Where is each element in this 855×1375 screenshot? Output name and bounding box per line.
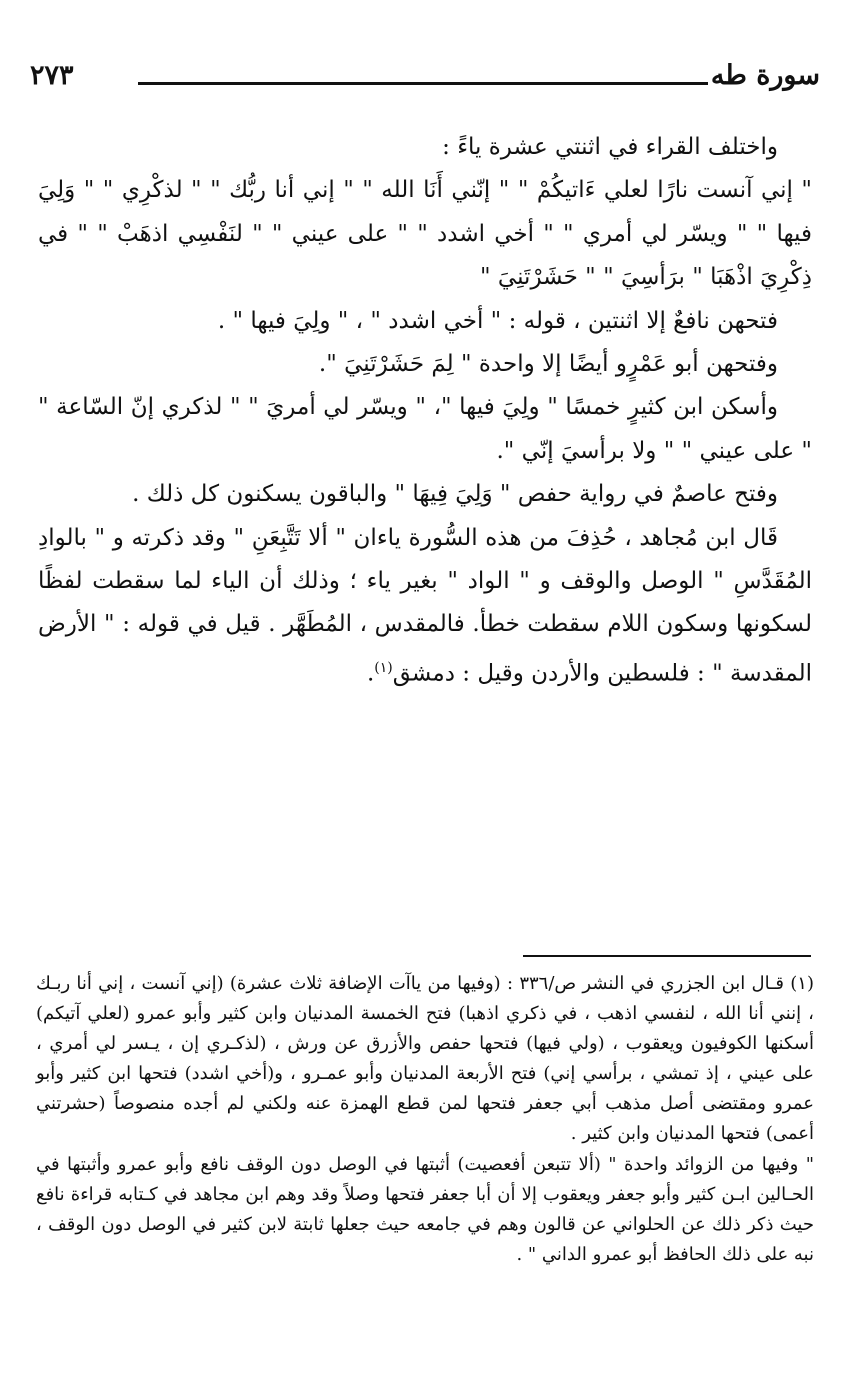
header-rule xyxy=(138,82,708,85)
footnote-1-continued: " وفيها من الزوائد واحدة " (ألا تتبعن أفعصيت) أثبتها في الوصل دون الوقف نافع وأبو عمرو وأثبتها في الحـالين ابـن كثير وأبو جعفر ويعقوب إلا أن أبا جعفر فتحها وصلاً وقد وهم ابن مجاهد في كـتابه قراءة نافع حيث ذكر ذلك عن الحلواني عن قالون وهم في جامعه حيث جعلها ثابتة لابن كثير في الوصل دون الوقف ، نبه على ذلك الحافظ أبو عمرو الداني " . xyxy=(36,1153,815,1265)
paragraph-ibn-mujahid-text: قَال ابن مُجاهد ، حُذِفَ من هذه السُّورة ياءان " ألا تَتَّبِعَنِ " وقد ذكرته و " بالوادِ المُقَدَّسِ " الوصل والوقف و " الواد " بغير ياء ؛ وذلك أن الياء لما سقطت لفظًا لسكونها وسكون اللام سقطت خطأ. فالمقدس ، المُطَهَّر . قيل في قوله : " الأرض المقدسة " : فلسطين والأردن وقيل : دمشق xyxy=(38,524,812,687)
paragraph-ibn-mujahid xyxy=(38,517,812,696)
paragraph-nafi: فتحهن نافعٌ إلا اثنتين ، قوله : " أخي اشدد " ، " ولِيَ فيها " . xyxy=(217,307,778,334)
footnote-divider xyxy=(523,955,811,957)
main-text xyxy=(38,126,812,696)
paragraph-abu-amr: وفتحهن أبو عَمْرٍو أيضًا إلا واحدة " لِمَ حَشَرْتَنِيَ ". xyxy=(318,351,778,378)
footnote-1: (١) قـال ابن الجزري في النشر ص/٣٣٦ : (وفيها من ياآت الإضافة ثلاث عشرة) (إني آنست ، إني أنا ربـك ، إنني أنا الله ، لنفسي اذهب ، في ذكري اذهبا) فتح الخمسة المدنيان وابن كثير وأبو عمرو (لعلي آتيكم) أسكنها الكوفيون ويعقوب ، (ولي فيها) فتحها حفص والأزرق عن ورش ، (لذكـري إن ، يـسر لي أمري ، على عيني ، إذ تمشي ، برأسي إني) فتح الأربعة المدنيان وأبو عمـرو ، و(أخي اشدد) فتحها ابن كثير وأبو عمرو ومقتضى أصل مذهب أبي جعفر فتحها لمن قطع الهمزة عنه ولكني لم أجده منصوصاً (حشرتني أعمى) فتحها المدنيان وابن كثير . xyxy=(36,973,814,1145)
paragraph-intro: واختلف القراء في اثنتي عشرة ياءً : xyxy=(442,134,778,160)
footnotes xyxy=(36,969,814,1270)
surah-title: سورة طه xyxy=(710,60,820,91)
paragraph-quotes: " إني آنست نارًا لعلي ءَاتيكُمْ " " إنّني أَنَا الله " " إني أنا ربُّك " " لذكْرِي " " وَلِيَ فيها " " ويسّر لي أمري " " أخي اشدد " " على عيني " " لنَفْسِي اذهَبْ " " في ذِكْرِيَ اذْهَبَا " برَأسِيَ " " حَشَرْتَنِيَ " xyxy=(38,177,813,291)
page-number: ٢٧٣ xyxy=(30,60,74,91)
paragraph-ibn-kathir: وأسكن ابن كثيرٍ خمسًا " ولِيَ فيها "، " ويسّر لي أمريَ " " لذكري إنّ السّاعة " " على عيني " " ولا برأسيَ إنّي ". xyxy=(38,394,812,464)
footnote-marker: (١) xyxy=(374,659,393,676)
paragraph-asim: وفتح عاصمٌ في رواية حفص " وَلِيَ فِيهَا " والباقون يسكنون كل ذلك . xyxy=(132,481,778,508)
paragraph-end-dot: . xyxy=(366,660,375,687)
page-header xyxy=(30,58,820,98)
